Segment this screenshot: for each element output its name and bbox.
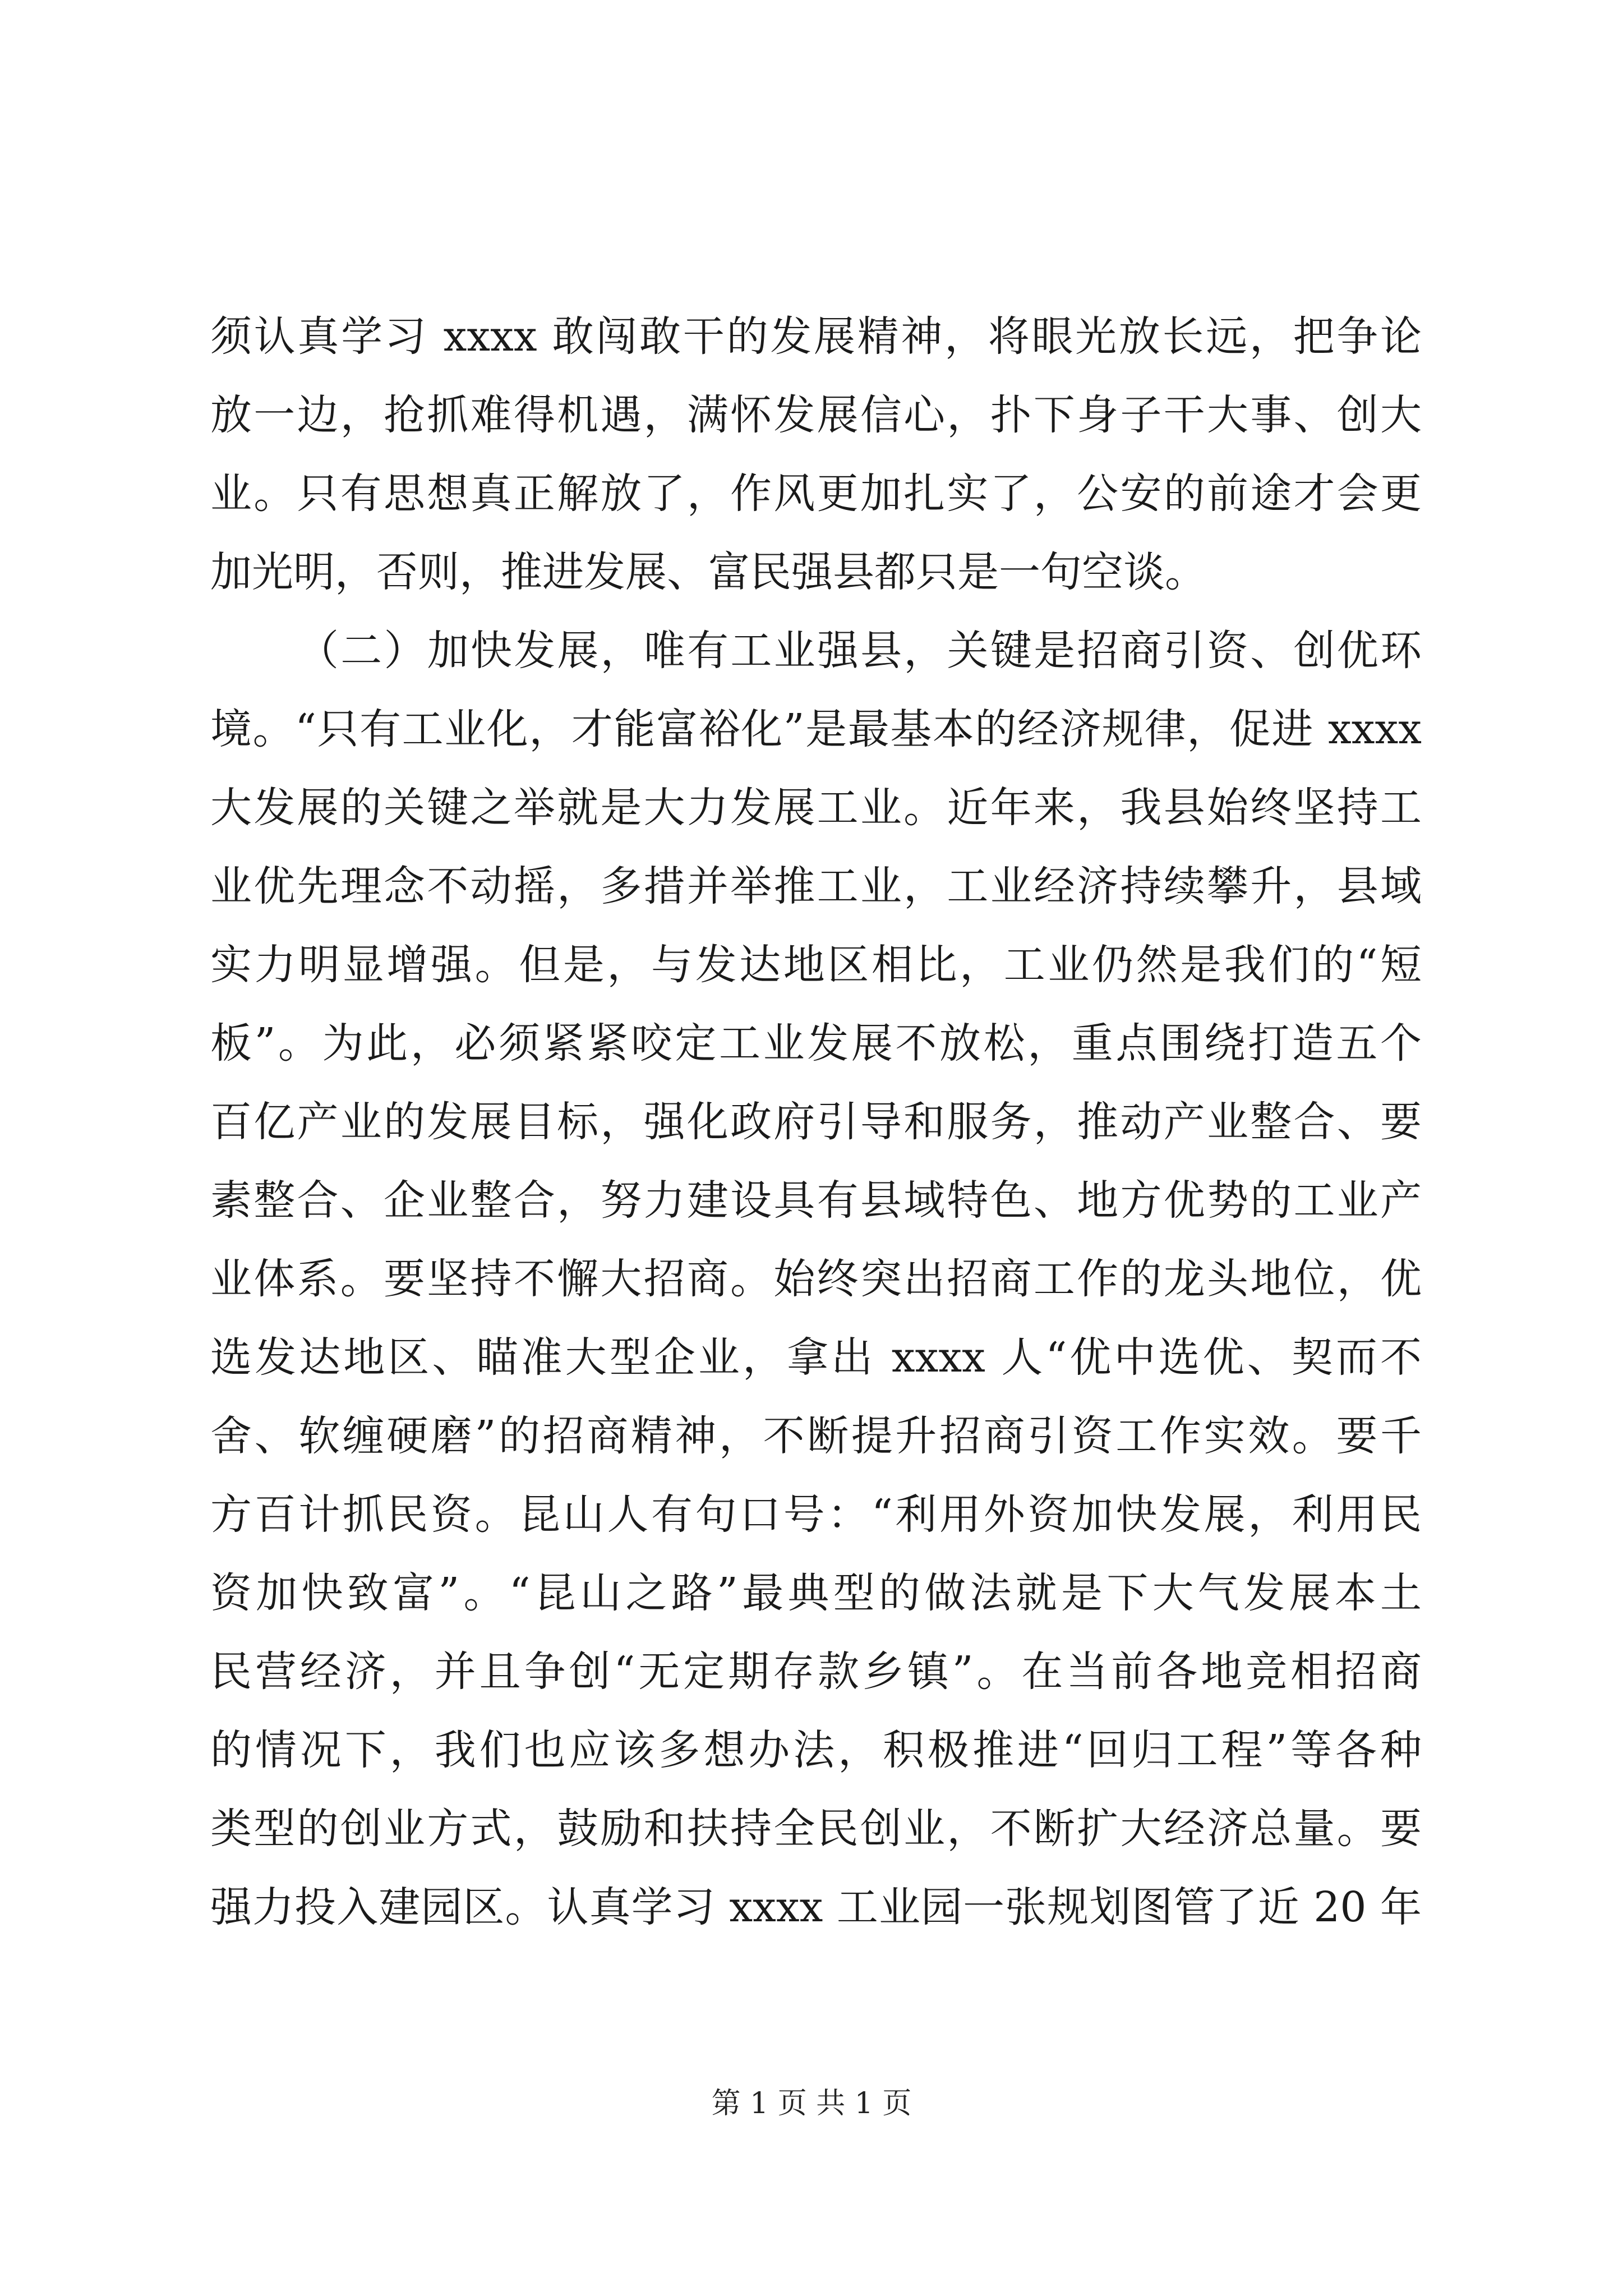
- body-text-line: 强力投入建园区。认真学习 xxxx 工业园一张规划图管了近 20 年: [210, 1883, 1422, 1931]
- body-text-line: 实力明显增强。但是，与发达地区相比，工业仍然是我们的“短: [210, 941, 1422, 989]
- body-text-line: 选发达地区、瞄准大型企业，拿出 xxxx 人“优中选优、契而不: [210, 1333, 1422, 1382]
- body-text-line: 境。“只有工业化，才能富裕化”是最基本的经济规律，促进 xxxx: [210, 705, 1422, 753]
- body-text-line: 大发展的关键之举就是大力发展工业。近年来，我县始终坚持工: [210, 784, 1422, 832]
- body-text-line: 百亿产业的发展目标，强化政府引导和服务，推动产业整合、要: [210, 1098, 1422, 1146]
- body-text-line: 类型的创业方式，鼓励和扶持全民创业，不断扩大经济总量。要: [210, 1805, 1422, 1853]
- page-footer: 第 1 页 共 1 页: [711, 2087, 912, 2120]
- body-text-line: 业体系。要坚持不懈大招商。始终突出招商工作的龙头地位，优: [210, 1255, 1422, 1303]
- body-text-line: 板”。为此，必须紧紧咬定工业发展不放松，重点围绕打造五个: [210, 1019, 1422, 1068]
- body-text-line: 放一边，抢抓难得机遇，满怀发展信心，扑下身子干大事、创大: [210, 391, 1422, 439]
- paragraph-heading-line: （二）加快发展，唯有工业强县，关键是招商引资、创优环: [297, 627, 1422, 675]
- body-text-line: 民营经济，并且争创“无定期存款乡镇”。在当前各地竞相招商: [210, 1648, 1422, 1696]
- body-text-line: 加光明，否则，推进发展、富民强县都只是一句空谈。: [210, 548, 1206, 596]
- body-text-line: 的情况下，我们也应该多想办法，积极推进“回归工程”等各种: [210, 1726, 1422, 1774]
- body-text-line: 素整合、企业整合，努力建设具有县域特色、地方优势的工业产: [210, 1176, 1422, 1225]
- body-text-line: 资加快致富”。“昆山之路”最典型的做法就是下大气发展本土: [210, 1569, 1422, 1617]
- body-text-line: 须认真学习 xxxx 敢闯敢干的发展精神，将眼光放长远，把争论: [210, 312, 1422, 361]
- body-text-line: 舍、软缠硬磨”的招商精神，不断提升招商引资工作实效。要千: [210, 1412, 1422, 1460]
- body-text-line: 方百计抓民资。昆山人有句口号：“利用外资加快发展，利用民: [210, 1490, 1422, 1539]
- body-text-line: 业。只有思想真正解放了，作风更加扎实了，公安的前途才会更: [210, 470, 1422, 518]
- body-text-line: 业优先理念不动摇，多措并举推工业，工业经济持续攀升，县域: [210, 862, 1422, 910]
